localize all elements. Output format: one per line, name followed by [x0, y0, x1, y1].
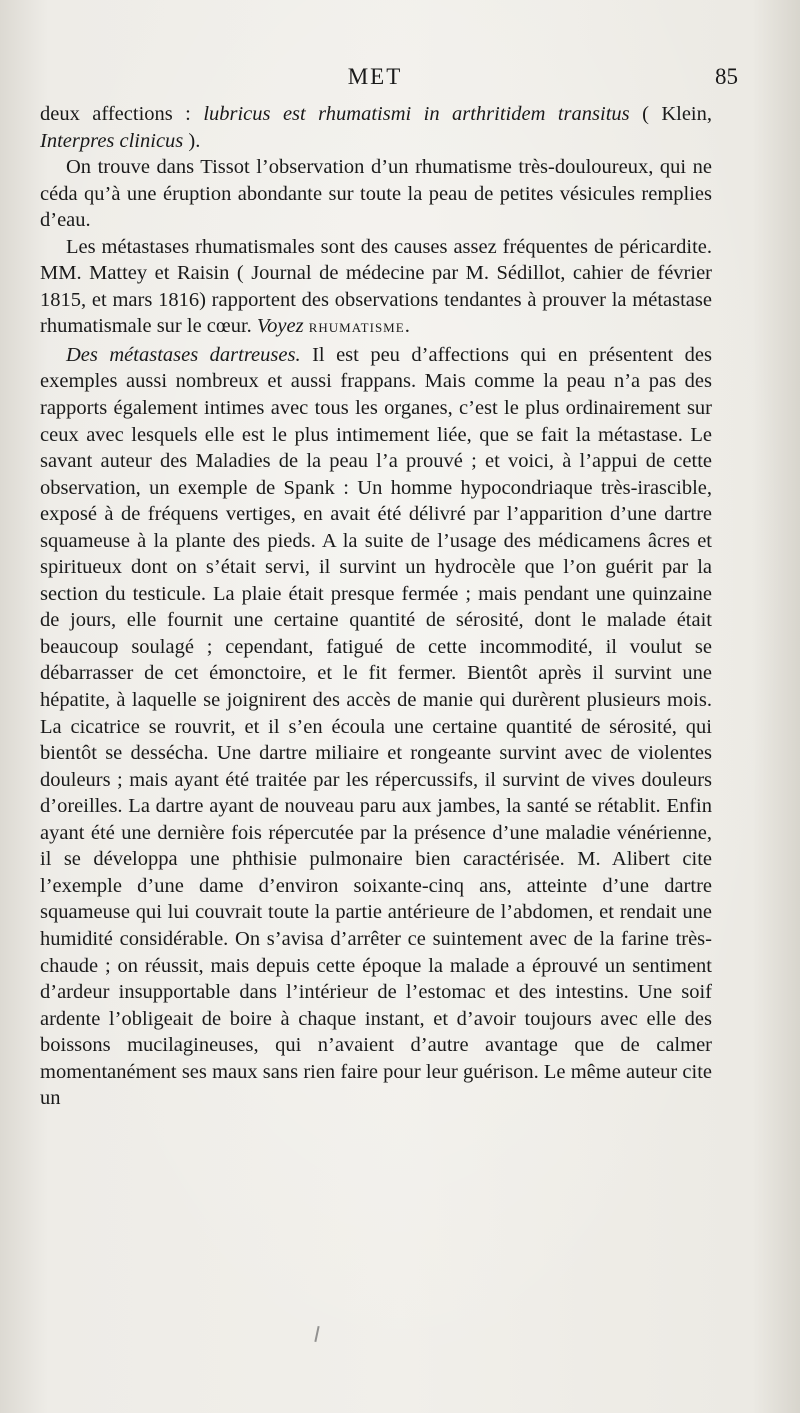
paragraph-2: On trouve dans Tissot l’observation d’un rhumatisme très-douloureux, qui ne céda qu’à une éruption abondante sur toute la peau de petites vésicules remplies d’eau.: [40, 156, 712, 232]
paragraph-1: [40, 101, 712, 154]
page-number: 85: [715, 64, 738, 89]
stray-ink-mark: [314, 1326, 319, 1342]
page-header: [40, 62, 738, 96]
running-head: MET: [347, 64, 403, 89]
p4-text: Il est peu d’affections qui en présentent des exemples aussi nombreux et aussi frappans. Mais comme la peau n’a pas des rapports également intimes avec tous les organes, c’est le plus ordinairement sur ceux avec lesquels elle est le plus intimement liée, que se fait la métastase. Le savant auteur des Maladies de la peau l’a prouvé ; et voici, à l’appui de cette observation, un exemple de Spank : Un homme hypocondriaque très-irascible, exposé à de fréquens vertiges, en avait été délivré par l’apparition d’une dartre squameuse à la plante des pieds. A la suite de l’usage des médicamens âcres et spiritueux dont on s’était servi, il survint un hydrocèle que l’on guérit par la section du testicule. La plaie était presque fermée ; mais pendant une quinzaine de jours, elle fournit une certaine quantité de sérosité, dont le malade était beaucoup soulagé ; cependant, fatigué de cette incommodité, il voulut se débarrasser de cet émonctoire, et le fit fermer. Bientôt après il survint une hépatite, à laquelle se joignirent des accès de manie qui durèrent plusieurs mois. La cicatrice se rouvrit, et il s’en écoula une certaine quantité de sérosité, qui bientôt se dessécha. Une dartre miliaire et rongeante survint avec de violentes douleurs ; mais ayant été traitée par les répercussifs, il survint de vives douleurs d’oreilles. La dartre ayant de nouveau paru aux jambes, la santé se rétablit. Enfin ayant été une dernière fois répercutée par la présence d’une maladie vénérienne, il se développa une phthisie pulmonaire bien caractérisée. M. Alibert cite l’exemple d’une dame d’environ soixante-cinq ans, atteinte d’une dartre squameuse qui lui couvrait toute la partie antérieure de l’abdomen, et rendait une humidité considérable. On s’avisa d’arrêter ce suintement avec de la farine très-chaude ; on réussit, mais depuis cette époque la malade a éprouvé un sentiment d’ardeur insupportable dans l’intérieur de l’estomac et des intestins. Une soif ardente l’obligeait de boire à chaque instant, et d’avoir toujours avec elle des boissons mucilagineuses, qui n’avaient d’autre avantage que de calmer momentanément ses maux sans rien faire pour leur guérison. Le même auteur cite un: [40, 343, 712, 1110]
p1-work-title: Interpres clinicus: [40, 129, 184, 152]
paragraph-3: [40, 234, 712, 342]
p3-text-a: Les métastases rhumatismales sont des causes assez fréquentes de péricardite. MM. Mattey et Raisin ( Journal de médecine par M. Sédillot, cahier de février 1815, et mars 1816) rapportent des observations tendantes à prouver la métastase rhumatismale sur le cœur.: [40, 235, 712, 338]
p1-text-e: ).: [183, 129, 201, 152]
body-text: [40, 101, 712, 1112]
p3-voyez: Voyez: [256, 315, 304, 338]
p1-text-a: deux affections :: [40, 103, 204, 125]
p4-section-heading: Des métastases dartreuses.: [66, 343, 301, 366]
p1-text-c: ( Klein,: [629, 103, 712, 125]
p1-latin-quote: lubricus est rhumatismi in arthritidem transitus: [203, 103, 630, 125]
paragraph-4: [40, 342, 712, 1112]
p3-cross-reference: RHUMATISME: [308, 320, 405, 336]
p3-text-d: .: [404, 315, 410, 338]
